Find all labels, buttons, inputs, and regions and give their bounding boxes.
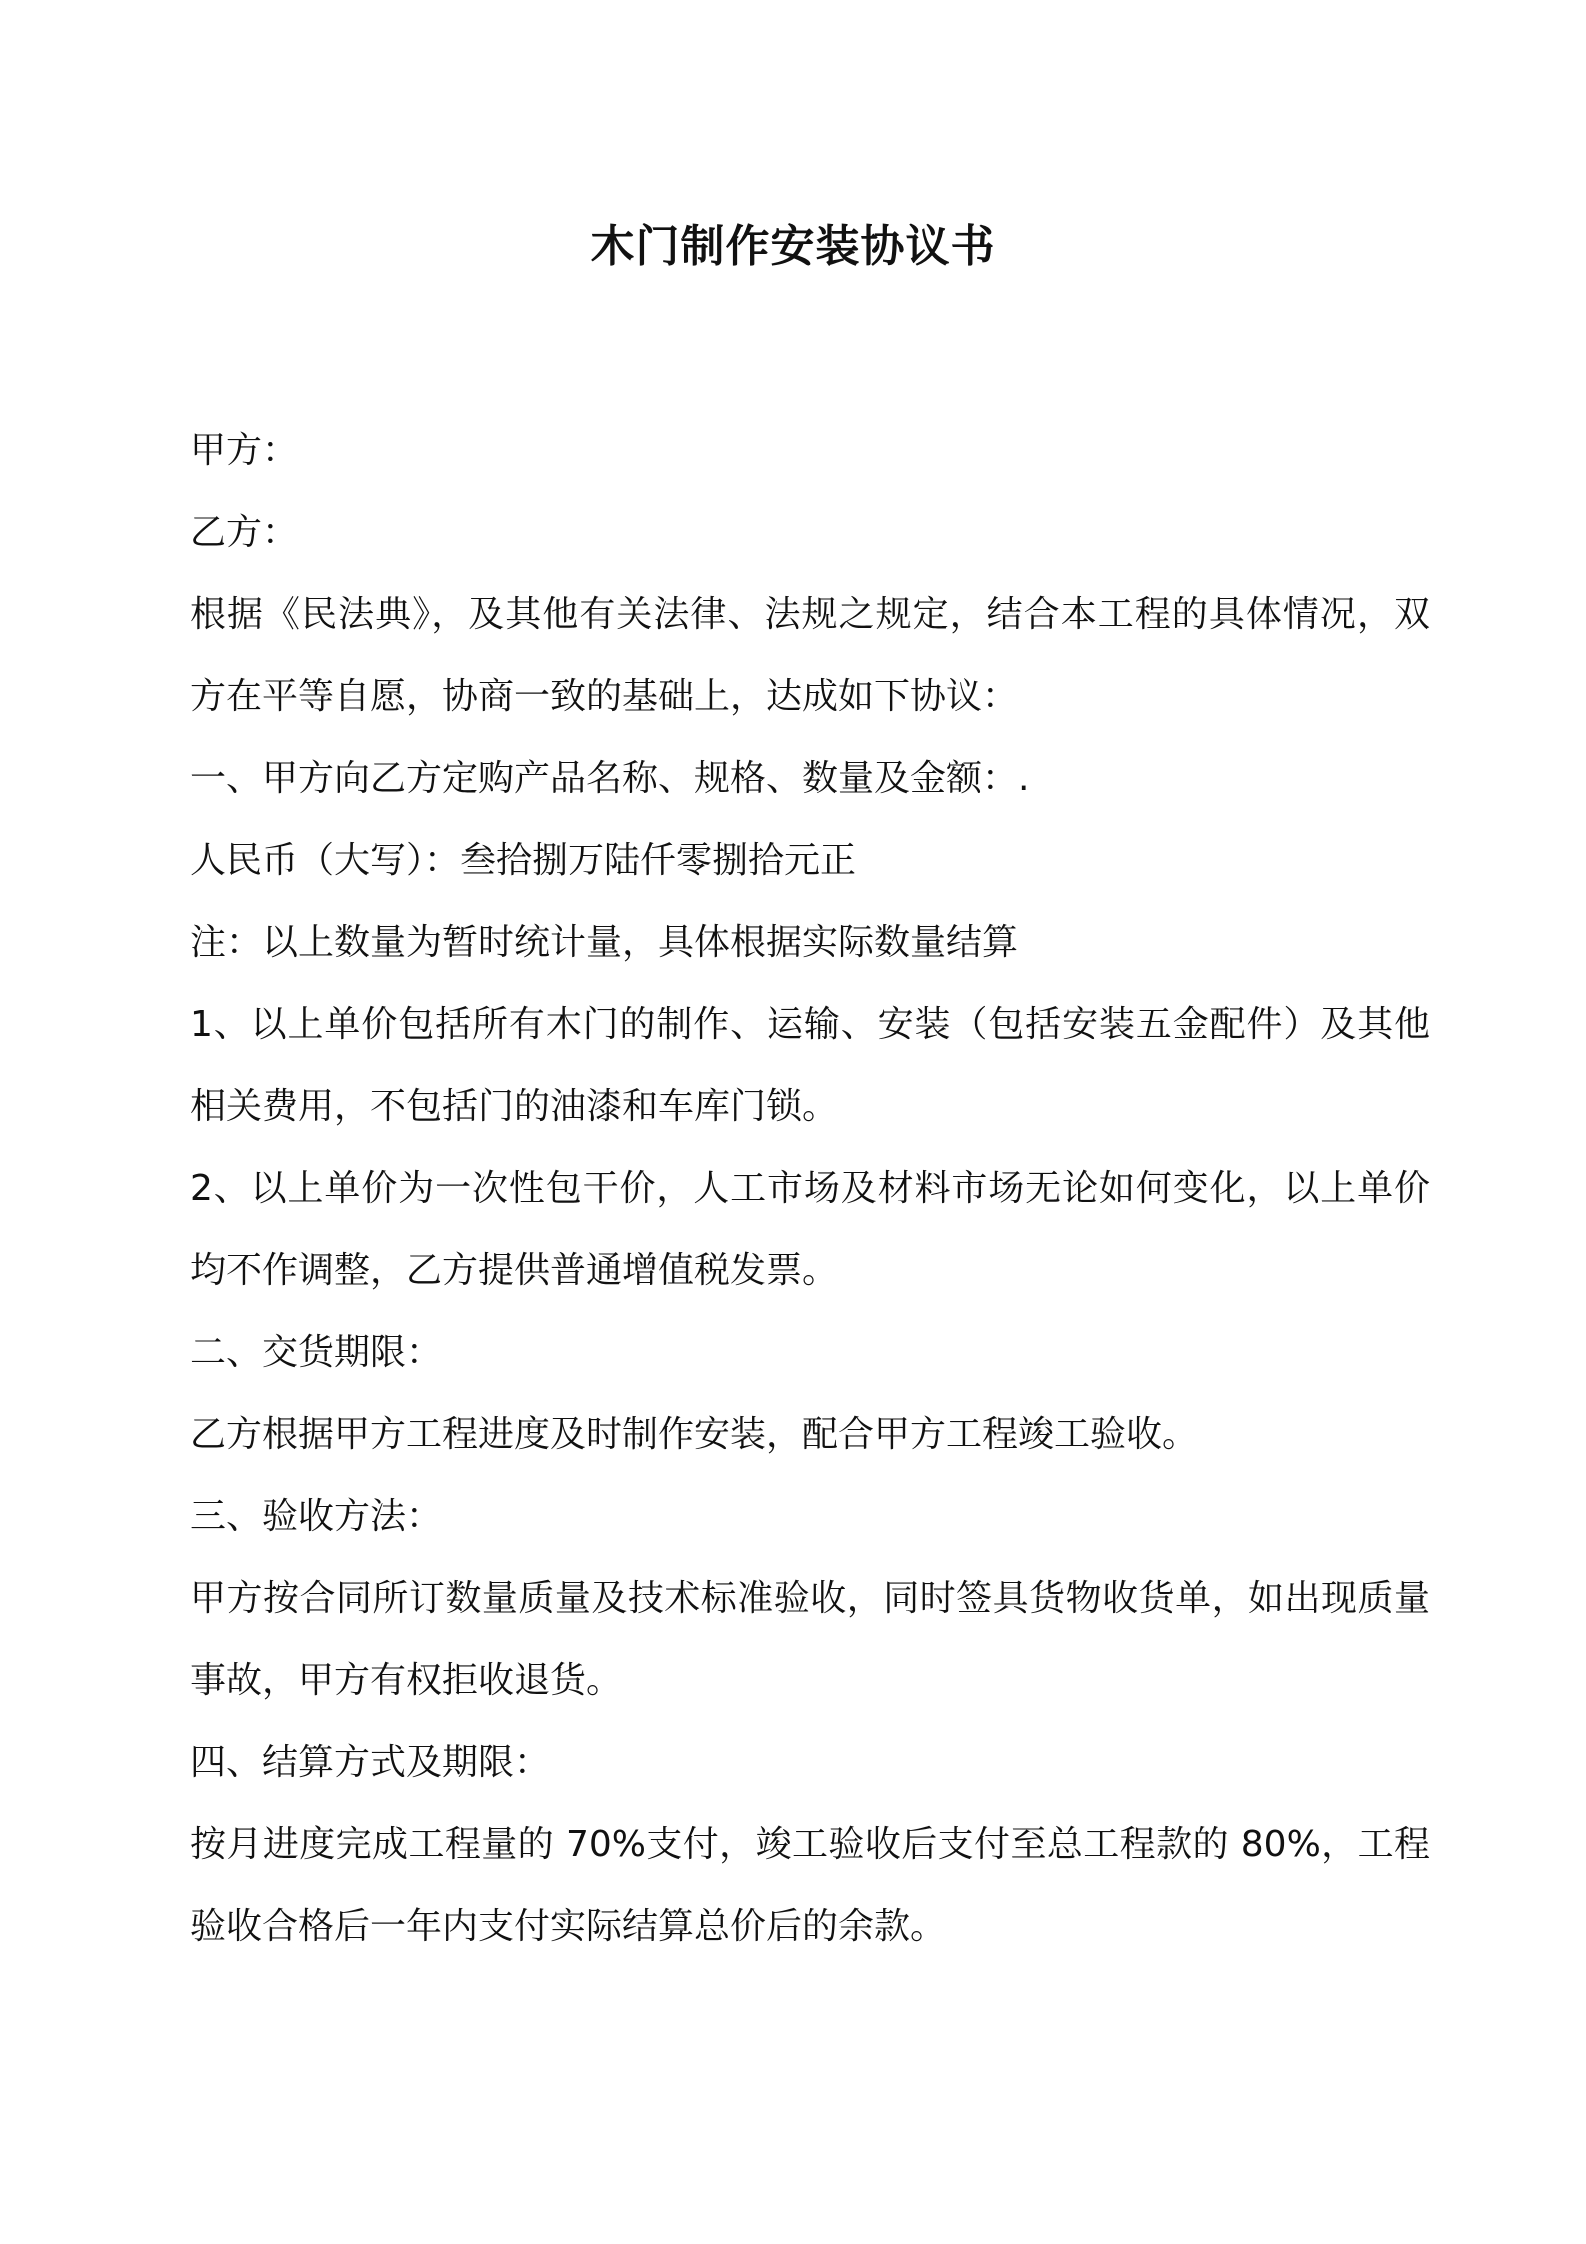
clause-2: 2、以上单价为一次性包干价，人工市场及材料市场无论如何变化，以上单价均不作调整，乙方提供普通增值税发票。 bbox=[190, 1168, 1430, 1291]
acceptance-paragraph: 甲方按合同所订数量质量及技术标准验收，同时签具货物收货单，如出现质量事故，甲方有权拒收退货。 bbox=[190, 1578, 1430, 1701]
delivery-paragraph: 乙方根据甲方工程进度及时制作安装，配合甲方工程竣工验收。 bbox=[190, 1414, 1199, 1455]
settlement-paragraph: 按月进度完成工程量的 70%支付，竣工验收后支付至总工程款的 80%，工程验收合格后一年内支付实际结算总价后的余款。 bbox=[190, 1824, 1430, 1947]
section-one-heading: 一、甲方向乙方定购产品名称、规格、数量及金额：. bbox=[190, 758, 1030, 799]
document-title: 木门制作安装协议书 bbox=[590, 221, 996, 272]
party-a-line: 甲方： bbox=[190, 430, 299, 471]
preamble-paragraph: 根据《民法典》，及其他有关法律、法规之规定，结合本工程的具体情况，双方在平等自愿，协商一致的基础上，达成如下协议： bbox=[190, 594, 1430, 717]
clause-1: 1、以上单价包括所有木门的制作、运输、安装（包括安装五金配件）及其他相关费用，不包括门的油漆和车库门锁。 bbox=[190, 1004, 1430, 1127]
section-two-heading: 二、交货期限： bbox=[190, 1332, 443, 1373]
document-body bbox=[190, 410, 1430, 1968]
party-b-line: 乙方： bbox=[190, 512, 299, 553]
section-four-heading: 四、结算方式及期限： bbox=[190, 1742, 551, 1783]
section-three-heading: 三、验收方法： bbox=[190, 1496, 443, 1537]
quantity-note: 注：以上数量为暂时统计量，具体根据实际数量结算 bbox=[190, 922, 1019, 963]
amount-in-words: 人民币（大写）：叁拾捌万陆仟零捌拾元正 bbox=[190, 840, 857, 881]
